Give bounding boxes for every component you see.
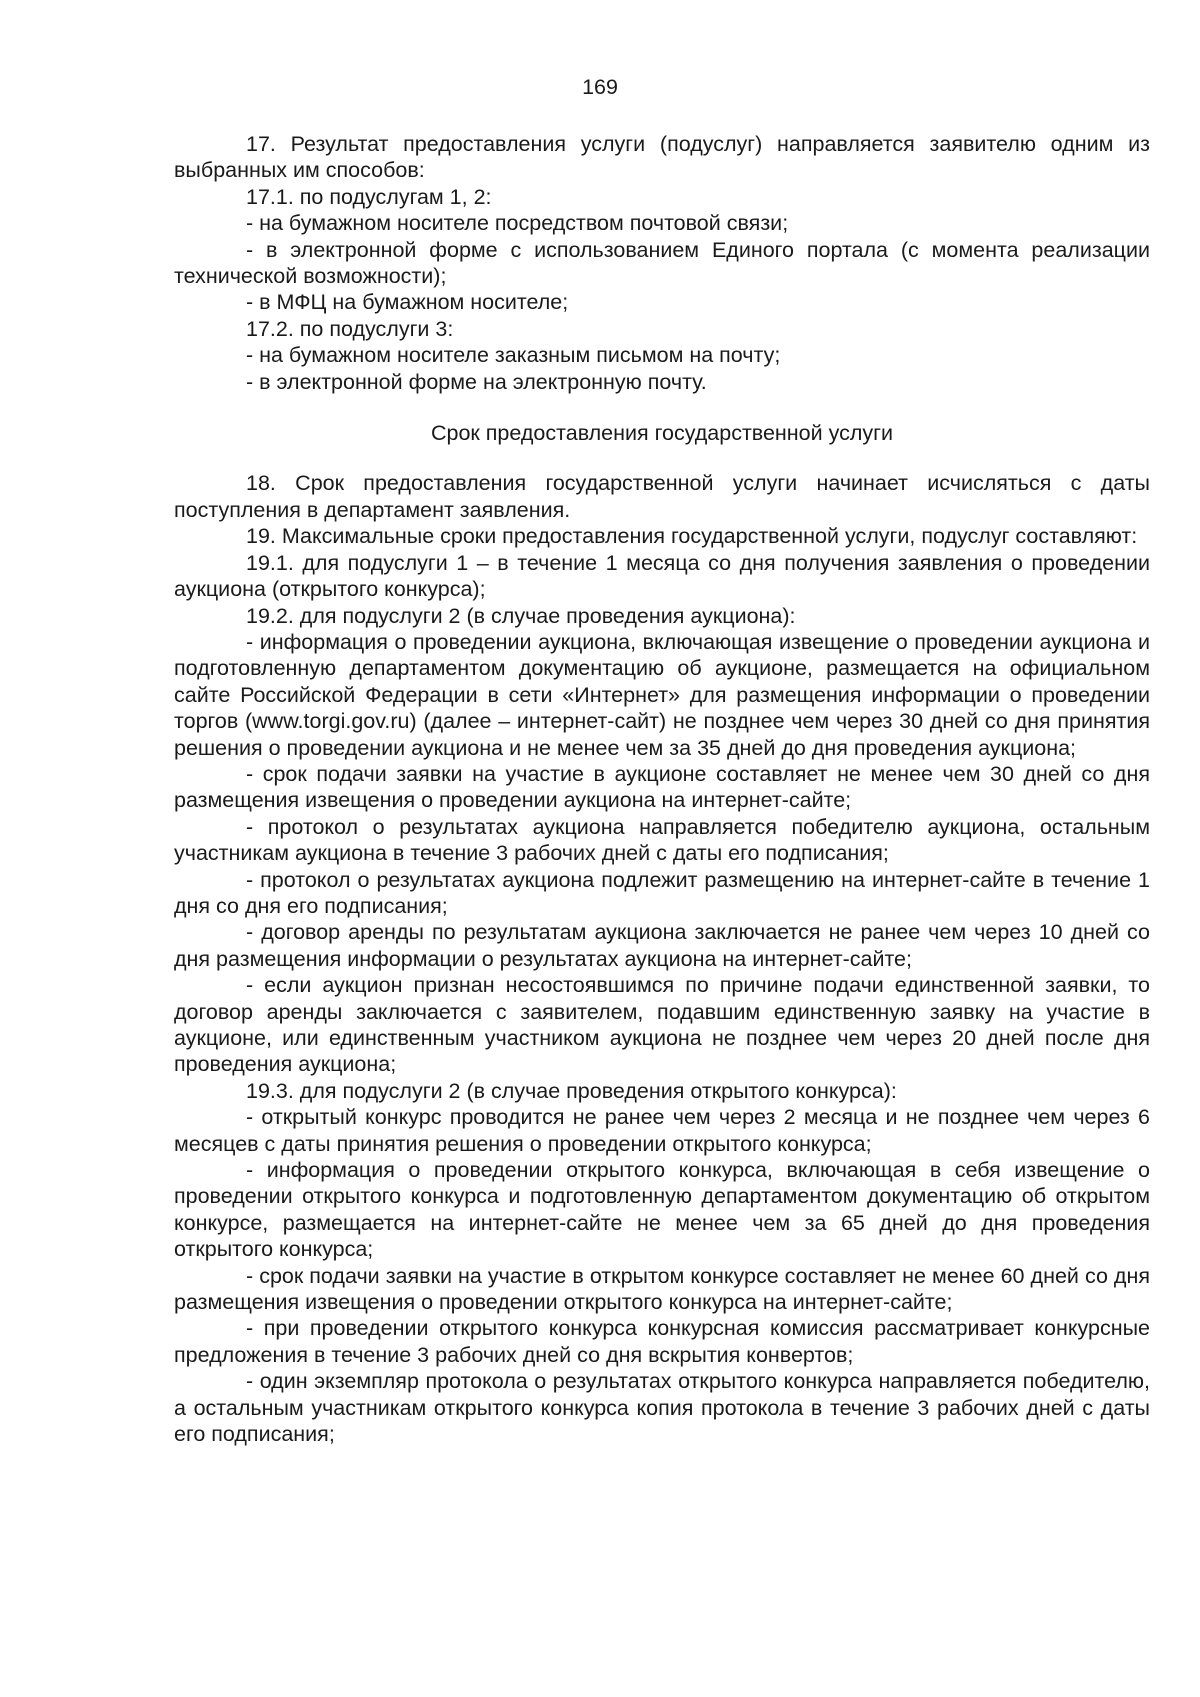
list-item: - если аукцион признан несостоявшимся по причине подачи единственной заявки, то договор аренды заключается с заявителем, подавшим единственную заявку на участие в аукционе, или единственным участником аукциона не позднее чем через 20 дней после дня проведения аукциона;: [174, 973, 1150, 1077]
list-item: - открытый конкурс проводится не ранее чем через 2 месяца и не позднее чем через 6 месяцев с даты принятия решения о проведении открытого конкурса;: [174, 1105, 1150, 1156]
list-item: - при проведении открытого конкурса конкурсная комиссия рассматривает конкурсные предложения в течение 3 рабочих дней со дня вскрытия конвертов;: [174, 1316, 1150, 1367]
list-item: - информация о проведении открытого конкурса, включающая в себя извещение о проведении открытого конкурса и подготовленную департаментом документацию об открытом конкурсе, размещается на интернет-сайте не менее чем за 65 дней до дня проведения открытого конкурса;: [174, 1158, 1150, 1262]
list-item: - в электронной форме на электронную почту.: [246, 369, 707, 394]
list-item: - на бумажном носителе посредством почтовой связи;: [246, 211, 789, 236]
list-item: - информация о проведении аукциона, включающая извещение о проведении аукциона и подготовленную департаментом документацию об аукционе, размещается на официальном сайте Российской Федерации в сети «Интернет» для размещения информации о проведении торгов (www.torgi.gov.ru) (далее – интернет-сайт) не позднее чем через 30 дней со дня принятия решения о проведении аукциона и не менее чем за 35 дней до дня проведения аукциона;: [174, 629, 1150, 760]
list-item: - протокол о результатах аукциона направляется победителю аукциона, остальным участникам аукциона в течение 3 рабочих дней с даты его подписания;: [174, 814, 1150, 866]
list-item: - договор аренды по результатам аукциона заключается не ранее чем через 10 дней со дня размещения информации о результатах аукциона на интернет-сайте;: [174, 920, 1150, 971]
list-item: - протокол о результатах аукциона подлежит размещению на интернет-сайте в течение 1 дня со дня его подписания;: [174, 867, 1150, 918]
list-item: - на бумажном носителе заказным письмом на почту;: [246, 343, 781, 368]
paragraph: 19.2. для подуслуги 2 (в случае проведения аукциона):: [246, 603, 796, 628]
paragraph: 17.1. по подуслугам 1, 2:: [246, 184, 492, 209]
list-item: - в МФЦ на бумажном носителе;: [246, 290, 569, 315]
list-item: - срок подачи заявки на участие в открытом конкурсе составляет не менее 60 дней со дня размещения извещения о проведении открытого конкурса на интернет-сайте;: [174, 1263, 1150, 1315]
section-heading: Срок предоставления государственной услуги: [430, 421, 894, 446]
paragraph: 19.3. для подуслуги 2 (в случае проведения открытого конкурса):: [246, 1078, 897, 1103]
paragraph: 18. Срок предоставления государственной услуги начинает исчисляться с даты поступления в департамент заявления.: [174, 471, 1150, 522]
paragraph: 19.1. для подуслуги 1 – в течение 1 месяца со дня получения заявления о проведении аукциона (открытого конкурса);: [174, 550, 1150, 602]
list-item: - один экземпляр протокола о результатах открытого конкурса направляется победителю, а остальным участникам открытого конкурса копия протокола в течение 3 рабочих дней с даты его подписания;: [174, 1369, 1150, 1447]
page-number: 169: [582, 75, 618, 99]
list-item: - срок подачи заявки на участие в аукционе составляет не менее чем 30 дней со дня размещения извещения о проведении аукциона на интернет-сайте;: [174, 761, 1150, 813]
list-item: - в электронной форме с использованием Единого портала (с момента реализации технической возможности);: [174, 237, 1150, 289]
paragraph: 17.2. по подуслуги 3:: [246, 316, 454, 341]
paragraph: 19. Максимальные сроки предоставления государственной услуги, подуслуг составляют:: [246, 524, 1138, 549]
document-body: [174, 131, 1150, 1448]
paragraph: 17. Результат предоставления услуги (подуслуг) направляется заявителю одним из выбранных им способов:: [174, 132, 1150, 183]
